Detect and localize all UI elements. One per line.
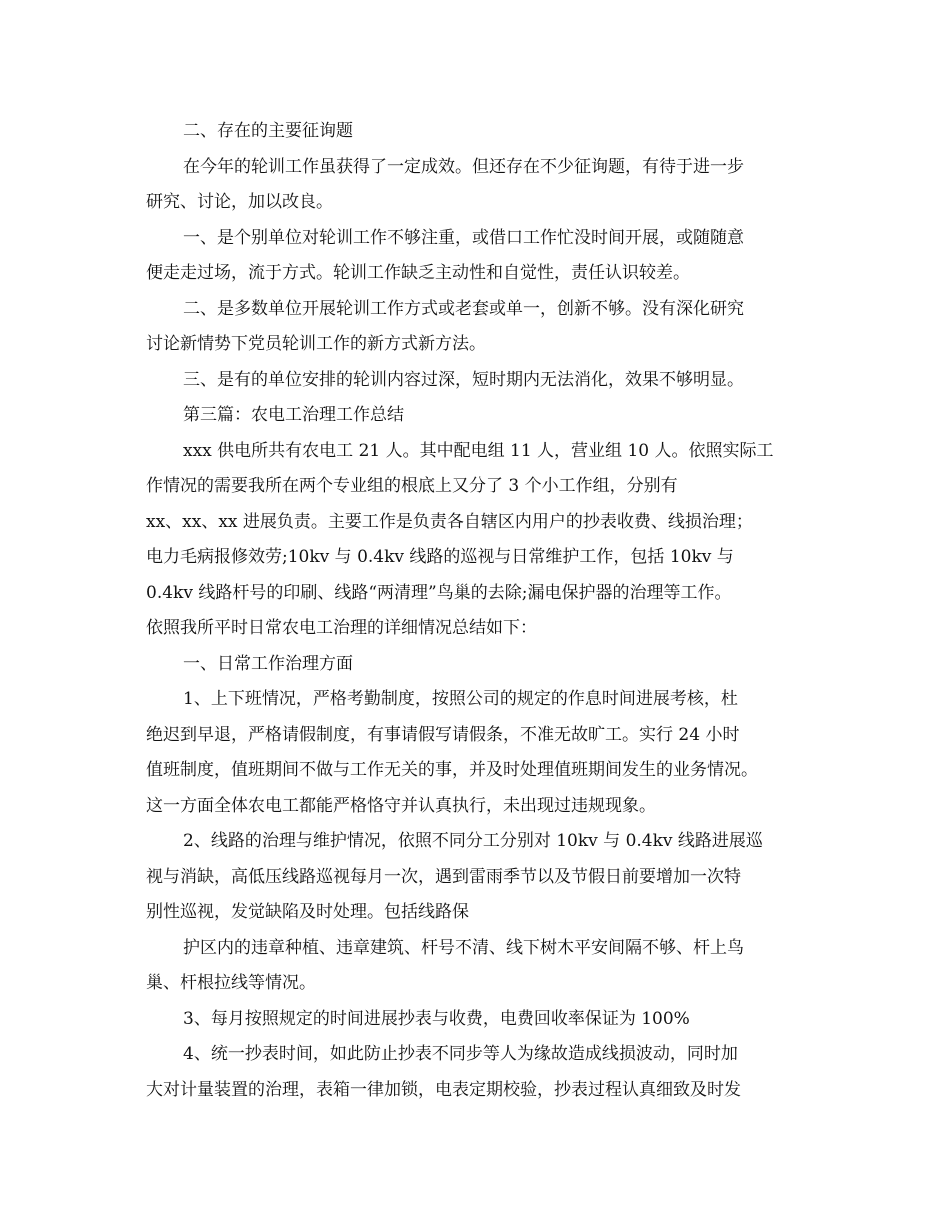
text-line: 第三篇：农电工治理工作总结 [183, 405, 404, 425]
text-line: 作情况的需要我所在两个专业组的根底上又分了 3 个小工作组，分别有 [146, 476, 678, 496]
text-line: 大对计量装置的治理，表箱一律加锁，电表定期校验，抄表过程认真细致及时发 [146, 1079, 741, 1100]
text-line: 一、日常工作治理方面 [183, 653, 353, 674]
text-line: 这一方面全体农电工都能严格恪守并认真执行，未出现过违规现象。 [146, 795, 656, 816]
text-line: 巢、杆根拉线等情况。 [146, 973, 316, 993]
document-body [146, 114, 816, 1108]
text-line: 值班制度，值班期间不做与工作无关的事，并及时处理值班期间发生的业务情况。 [146, 760, 758, 780]
text-line: 1、上下班情况，严格考勤制度，按照公司的规定的作息时间进展考核，杜 [183, 689, 738, 709]
text-line: 护区内的违章种植、违章建筑、杆号不清、线下树木平安间隔不够、杆上鸟 [183, 937, 744, 958]
text-line: 三、是有的单位安排的轮训内容过深，短时期内无法消化，效果不够明显。 [183, 369, 744, 390]
text-line: xxx 供电所共有农电工 21 人。其中配电组 11 人，营业组 10 人。依照实际工 [183, 440, 774, 461]
text-line: 在今年的轮训工作虽获得了一定成效。但还存在不少征询题，有待于进一步 [183, 156, 744, 177]
text-line: 绝迟到早退，严格请假制度，有事请假写请假条，不准无故旷工。实行 24 小时 [146, 724, 740, 745]
text-line: 0.4kv 线路杆号的印刷、线路“两清理”鸟巢的去除;漏电保护器的治理等工作。 [146, 582, 732, 603]
text-line: 二、是多数单位开展轮训工作方式或老套或单一，创新不够。没有深化研究 [183, 298, 744, 319]
text-line: 依照我所平时日常农电工治理的详细情况总结如下： [146, 618, 537, 638]
text-line: 研究、讨论，加以改良。 [146, 192, 333, 212]
text-line: 一、是个别单位对轮训工作不够注重，或借口工作忙没时间开展，或随随意 [183, 227, 744, 248]
text-line: 4、统一抄表时间，如此防止抄表不同步等人为缘故造成线损波动，同时加 [183, 1044, 738, 1064]
text-line: 视与消缺，高低压线路巡视每月一次，遇到雷雨季节以及节假日前要增加一次特 [146, 866, 741, 887]
text-line: 别性巡视，发觉缺陷及时处理。包括线路保 [146, 902, 469, 922]
text-line: 3、每月按照规定的时间进展抄表与收费，电费回收率保证为 100% [183, 1008, 690, 1029]
text-line: 2、线路的治理与维护情况，依照不同分工分别对 10kv 与 0.4kv 线路进展巡 [183, 831, 763, 851]
text-line: 电力毛病报修效劳;10kv 与 0.4kv 线路的巡视与日常维护工作，包括 10kv 与 [146, 547, 734, 567]
text-line: xx、xx、xx 进展负责。主要工作是负责各自辖区内用户的抄表收费、线损治理； [146, 511, 753, 532]
text-line: 讨论新情势下党员轮训工作的新方式新方法。 [146, 334, 486, 354]
text-line: 二、存在的主要征询题 [183, 121, 353, 141]
text-line: 便走走过场，流于方式。轮训工作缺乏主动性和自觉性，责任认识较差。 [146, 263, 690, 283]
